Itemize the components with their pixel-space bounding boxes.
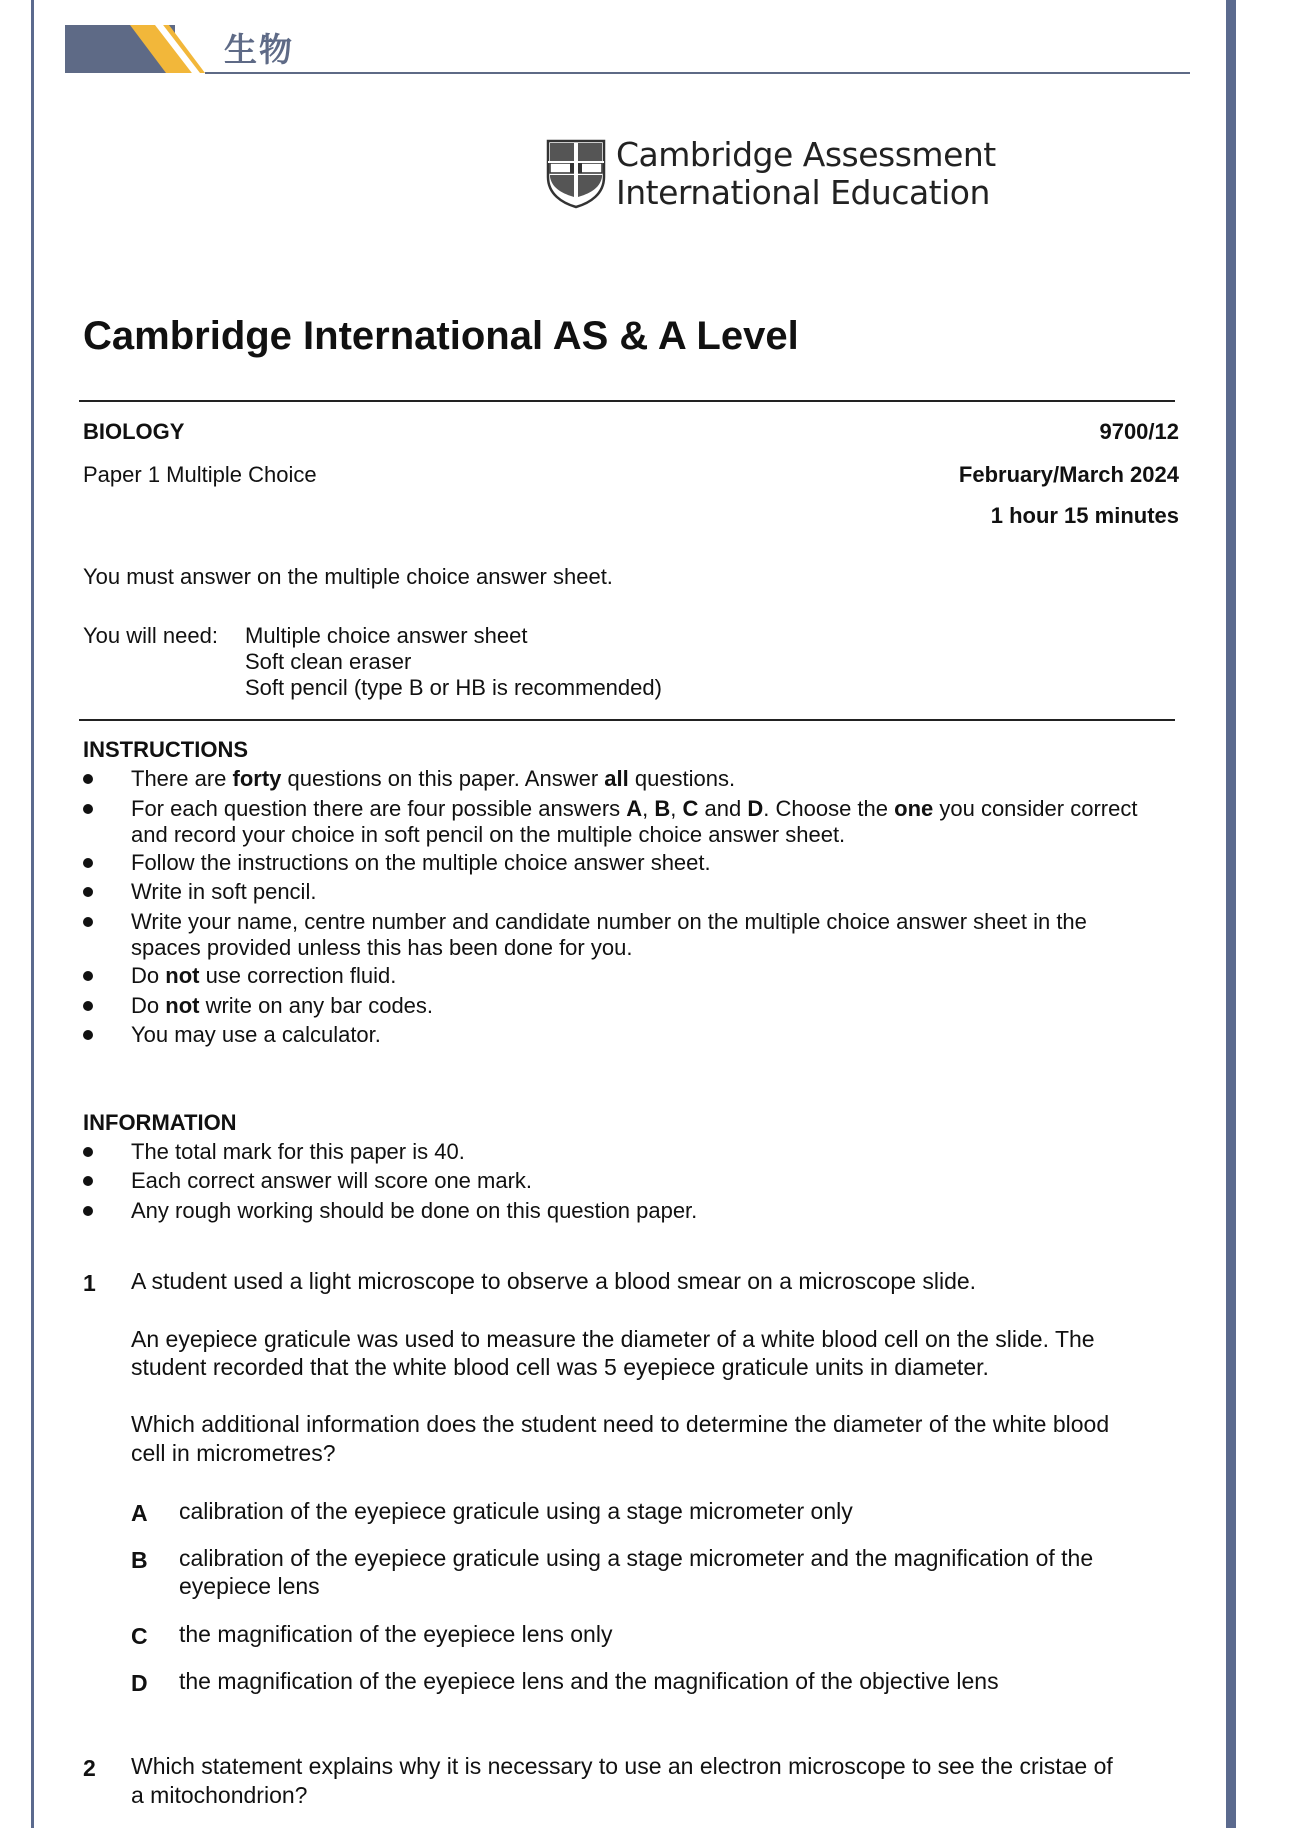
option-text: calibration of the eyepiece graticule using a stage micrometer and the magnification of the	[179, 1545, 1094, 1571]
logo-line-1: Cambridge Assessment	[616, 135, 996, 174]
option-letter: A	[131, 1500, 148, 1526]
logo-wordmark	[616, 136, 996, 212]
instruction-item: There are forty questions on this paper. Answer all questions.	[131, 766, 736, 791]
bullet	[83, 1147, 93, 1157]
instruction-item: Write your name, centre number and candidate number on the multiple choice answer sheet in the	[131, 909, 1087, 934]
bullet	[83, 1001, 93, 1011]
bullet	[83, 804, 93, 814]
subject-name: BIOLOGY	[83, 419, 185, 444]
question-number: 1	[83, 1270, 96, 1296]
question-text: a mitochondrion?	[131, 1782, 308, 1808]
bullet	[83, 917, 93, 927]
information-heading: INFORMATION	[83, 1110, 237, 1135]
paper-name: Paper 1 Multiple Choice	[83, 462, 317, 487]
information-item: The total mark for this paper is 40.	[131, 1139, 465, 1164]
bullet	[83, 1030, 93, 1040]
option-letter: D	[131, 1670, 148, 1696]
option-letter: C	[131, 1623, 148, 1649]
information-item: Any rough working should be done on this question paper.	[131, 1198, 698, 1223]
subject-label: 生物	[224, 30, 294, 69]
bullet	[83, 1176, 93, 1186]
bullet	[83, 1206, 93, 1216]
instruction-item: Follow the instructions on the multiple choice answer sheet.	[131, 850, 711, 875]
instruction-item: For each question there are four possible answers A, B, C and D. Choose the one you consider correct	[131, 796, 1138, 821]
answer-note: You must answer on the multiple choice answer sheet.	[83, 564, 613, 589]
option-text: the magnification of the eyepiece lens only	[179, 1621, 613, 1647]
question-text: student recorded that the white blood cell was 5 eyepiece graticule units in diameter.	[131, 1354, 989, 1380]
logo-line-2: International Education	[616, 173, 990, 212]
exam-session: February/March 2024	[958, 462, 1179, 487]
question-text: cell in micrometres?	[131, 1440, 336, 1466]
question-text: Which additional information does the student need to determine the diameter of the white blood	[131, 1411, 1110, 1437]
paper-code: 9700/12	[1099, 419, 1179, 444]
header-rule	[205, 72, 1190, 74]
need-item: Soft clean eraser	[245, 649, 412, 674]
bullet	[83, 774, 93, 784]
bullet	[83, 887, 93, 897]
page-frame-right	[1226, 0, 1236, 1828]
instruction-item: Write in soft pencil.	[131, 879, 317, 904]
option-text: calibration of the eyepiece graticule using a stage micrometer only	[179, 1498, 853, 1524]
option-text: the magnification of the eyepiece lens and the magnification of the objective lens	[179, 1668, 999, 1694]
qualification-title: Cambridge International AS & A Level	[83, 314, 799, 358]
title-rule	[79, 400, 1175, 402]
bullet	[83, 971, 93, 981]
question-stem: A student used a light microscope to observe a blood smear on a microscope slide.	[131, 1268, 977, 1294]
need-item: Multiple choice answer sheet	[245, 623, 528, 648]
cambridge-shield-logo-icon	[546, 139, 606, 209]
need-item: Soft pencil (type B or HB is recommended)	[245, 675, 662, 700]
option-text-continued: eyepiece lens	[179, 1573, 320, 1599]
instruction-item: You may use a calculator.	[131, 1022, 381, 1047]
instruction-item: Do not write on any bar codes.	[131, 993, 434, 1018]
information-item: Each correct answer will score one mark.	[131, 1168, 533, 1193]
question-number: 2	[83, 1755, 96, 1781]
bullet	[83, 858, 93, 868]
instruction-item: Do not use correction fluid.	[131, 963, 397, 988]
question-text: An eyepiece graticule was used to measure the diameter of a white blood cell on the slide. The	[131, 1326, 1095, 1352]
instruction-item-continued: spaces provided unless this has been done for you.	[131, 935, 633, 960]
instruction-item-continued: and record your choice in soft pencil on the multiple choice answer sheet.	[131, 822, 846, 847]
intro-rule	[79, 719, 1175, 721]
question-text: Which statement explains why it is necessary to use an electron microscope to see the cristae of	[131, 1753, 1113, 1779]
instructions-heading: INSTRUCTIONS	[83, 737, 248, 762]
page-frame-left	[31, 0, 34, 1828]
option-letter: B	[131, 1547, 148, 1573]
need-label: You will need:	[83, 623, 218, 648]
exam-duration: 1 hour 15 minutes	[990, 503, 1179, 528]
